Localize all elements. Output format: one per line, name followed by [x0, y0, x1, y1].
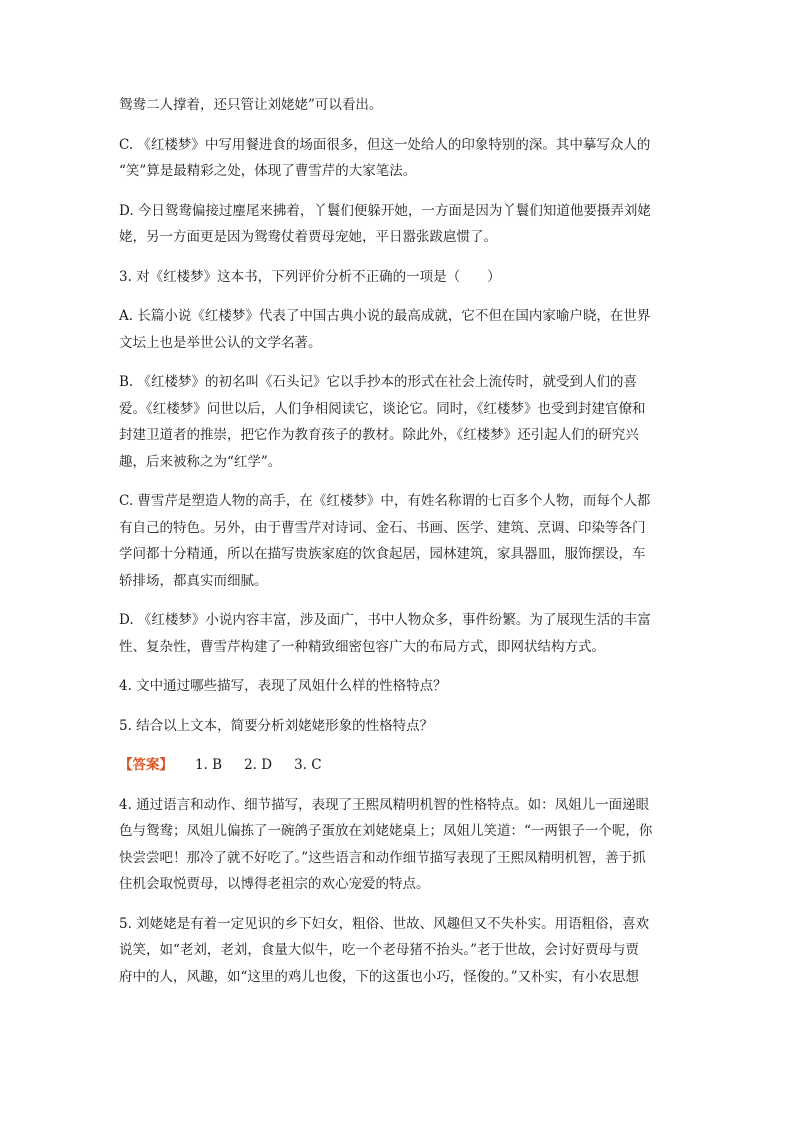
option-c-q2 [119, 132, 679, 185]
answer-4 [119, 792, 679, 898]
text-line: 有自己的特色。另外，由于曹雪芹对诗词、金石、书画、医学、建筑、烹调、印染等各门 [119, 519, 646, 536]
option-d-q2 [119, 198, 679, 251]
text-line: A. 长篇小说《红楼梦》代表了中国古典小说的最高成就，它不但在国内家喻户晓，在世界 [119, 308, 651, 324]
text-line: 姥，另一方面更是因为鸳鸯仗着贾母宠她，平日嚣张跋扈惯了。 [119, 229, 497, 245]
question-5 [119, 713, 679, 740]
answer-summary [119, 752, 679, 779]
text-line: 学问都十分精通，所以在描写贵族家庭的饮食起居，园林建筑，家具器皿，服饰摆设，车 [119, 546, 646, 562]
text-line: 趣，后来被称之为“红学”。 [119, 453, 282, 470]
text-line: 5. 结合以上文本，简要分析刘姥姥形象的性格特点？ [119, 717, 434, 734]
text-line: 轿排场，都真实而细腻。 [119, 572, 268, 589]
text-line: C. 《红楼梦》中写用餐进食的场面很多，但这一处给人的印象特别的深。其中摹写众人的 [119, 136, 651, 153]
text-line: 4. 通过语言和动作、细节描写，表现了王熙凤精明机智的性格特点。如：凤姐儿一面递眼 [119, 796, 650, 813]
text-line: C. 曹雪芹是塑造人物的高手，在《红楼梦》中，有姓名称谓的七百多个人物，而每个人都 [119, 493, 651, 509]
option-b-q3 [119, 369, 679, 475]
text-line: 说笑，如“老刘，老刘，食量大似牛，吃一个老母猪不抬头。”老于世故，会讨好贾母与贾 [119, 942, 640, 958]
text-line: B. 《红楼梦》的初名叫《石头记》它以手抄本的形式在社会上流传时，就受到人们的喜 [119, 374, 638, 390]
text-line: 府中的人，风趣，如“这里的鸡儿也俊，下的这蛋也小巧，怪俊的。”又朴实，有小农思想 [119, 968, 640, 985]
text-line: 快尝尝吧！那冷了就不好吃了。”这些语言和动作细节描写表现了王熙凤精明机智，善于抓 [119, 849, 646, 866]
text-line: D. 《红楼梦》小说内容丰富，涉及面广，书中人物众多，事件纷繁。为了展现生活的丰富 [119, 612, 651, 628]
option-a-q3 [119, 303, 679, 356]
text-line: “笑”算是最精彩之处，体现了曹雪芹的大家笔法。 [119, 163, 417, 179]
text-line: 文坛上也是举世公认的文学名著。 [119, 334, 322, 351]
option-c-q3 [119, 488, 679, 594]
text-line: 爱。《红楼梦》问世以后，人们争相阅读它，谈论它。同时，《红楼梦》也受到封建官僚和 [119, 400, 646, 417]
text-line: D. 今日鸳鸯偏接过麈尾来拂着，丫鬟们便躲开她，一方面是因为丫鬟们知道他要摄弄刘姥 [119, 202, 651, 219]
text-line: 鸳鸯二人撑着，还只管让刘姥姥”可以看出。 [119, 97, 383, 113]
answer-item: 1. B [195, 757, 223, 773]
text-line: 性、复杂性，曹雪芹构建了一种精致细密包容广大的布局方式，即网状结构方式。 [119, 638, 605, 655]
answer-item: 3. C [294, 757, 322, 773]
option-d-q3 [119, 607, 679, 660]
text-line: 5. 刘姥姥是有着一定见识的乡下妇女，粗俗、世故、风趣但又不失朴实。用语粗俗，喜欢 [119, 915, 650, 932]
question-4 [119, 673, 679, 700]
text-line: 3. 对《红楼梦》这本书，下列评价分析不正确的一项是（ ） [119, 268, 501, 285]
question-3 [119, 264, 679, 291]
paragraph-continuation [119, 92, 679, 119]
document-page [119, 92, 679, 1003]
text-line: 封建卫道者的推崇，把它作为教育孩子的教材。除此外，《红楼梦》还引起人们的研究兴 [119, 427, 639, 443]
answer-5 [119, 911, 679, 991]
text-line: 色与鸳鸯；凤姐儿偏拣了一碗鸽子蛋放在刘姥姥桌上；凤姐儿笑道：“一两银子一个呢，你 [119, 823, 653, 839]
answer-tag: 【答案】 [119, 757, 173, 773]
answer-item: 2. D [244, 757, 273, 773]
text-line: 住机会取悦贾母，以博得老祖宗的欢心宠爱的特点。 [119, 876, 430, 892]
text-line: 4. 文中通过哪些描写，表现了凤姐什么样的性格特点？ [119, 678, 447, 694]
